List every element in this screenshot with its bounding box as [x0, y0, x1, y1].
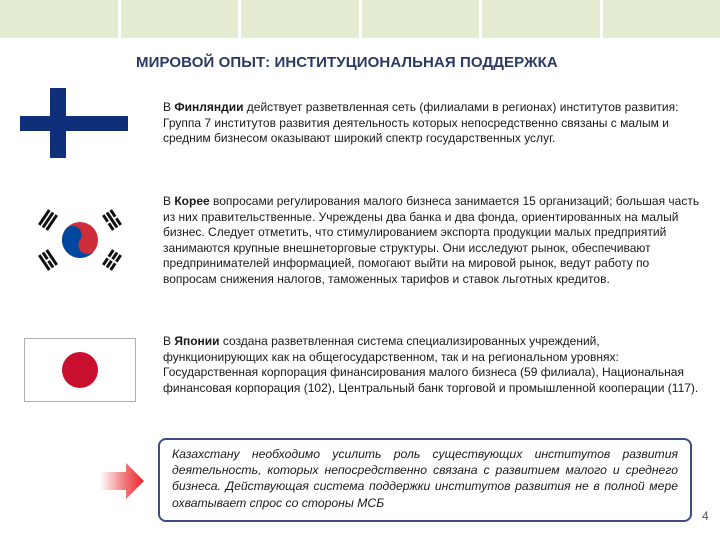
header-bar-cell — [362, 0, 480, 38]
finland-country: Финляндии — [174, 100, 244, 114]
red-arrow-right-icon — [100, 461, 144, 501]
korea-country: Корее — [174, 194, 210, 208]
header-bar-cell — [603, 0, 720, 38]
japan-flag-icon — [24, 338, 136, 402]
header-bar-cell — [0, 0, 118, 38]
finland-flag-icon — [20, 88, 128, 158]
kazakhstan-callout — [158, 438, 692, 522]
south-korea-flag-icon — [30, 204, 130, 276]
korea-text: вопросами регулирования малого бизнеса занимается 15 организаций; большая часть из них правительственные. Учреждены два банка и два фонда, ориентированных на малый бизнес. Следует отметить, что стимулированием экспорта продукции малых предприятий занимаются крупные внешнеторговые структуры. Они исследуют рынок, обеспечивают предпринимателей информацией, помогают выйти на мировой рынок, ведут работу по вопросам снижения налогов, таможенных тарифов и ставок льготных кредитов. — [163, 194, 700, 286]
japan-prefix: В — [163, 334, 175, 348]
korea-paragraph — [163, 194, 703, 288]
header-bar-cell — [482, 0, 600, 38]
header-bar-cell — [241, 0, 359, 38]
page-number: 4 — [702, 509, 709, 523]
slide-title: МИРОВОЙ ОПЫТ: ИНСТИТУЦИОНАЛЬНАЯ ПОДДЕРЖКА — [136, 54, 558, 71]
japan-text: создана разветвленная система специализированных учреждений, функционирующих как на общегосударственном, так и на региональном уровнях: Государственная корпорация финансирования малого бизнеса (59 филиала), Национальная финансовая корпорация (102), Центральный банк торговой и промышленной кооперации (117). — [163, 334, 699, 395]
finland-paragraph — [163, 100, 703, 147]
japan-country: Японии — [174, 334, 220, 348]
callout-text: Казахстану необходимо усилить роль существующих институтов развития деятельность, которых непосредственно связана с развитием малого и среднего бизнеса. Действующая система поддержки институтов развития не в полной мере охватывает спрос со стороны МСБ — [172, 447, 678, 510]
japan-paragraph — [163, 334, 703, 396]
finland-prefix: В — [163, 100, 175, 114]
korea-prefix: В — [163, 194, 175, 208]
finland-text: действует разветвленная сеть (филиалами в регионах) институтов развития: Группа 7 институтов развития деятельность которых непосредственно связаны с малым и средним бизнесом оказывают широкий спектр государственных услуг. — [163, 100, 679, 146]
header-bar-cell — [121, 0, 239, 38]
header-bar — [0, 0, 720, 38]
